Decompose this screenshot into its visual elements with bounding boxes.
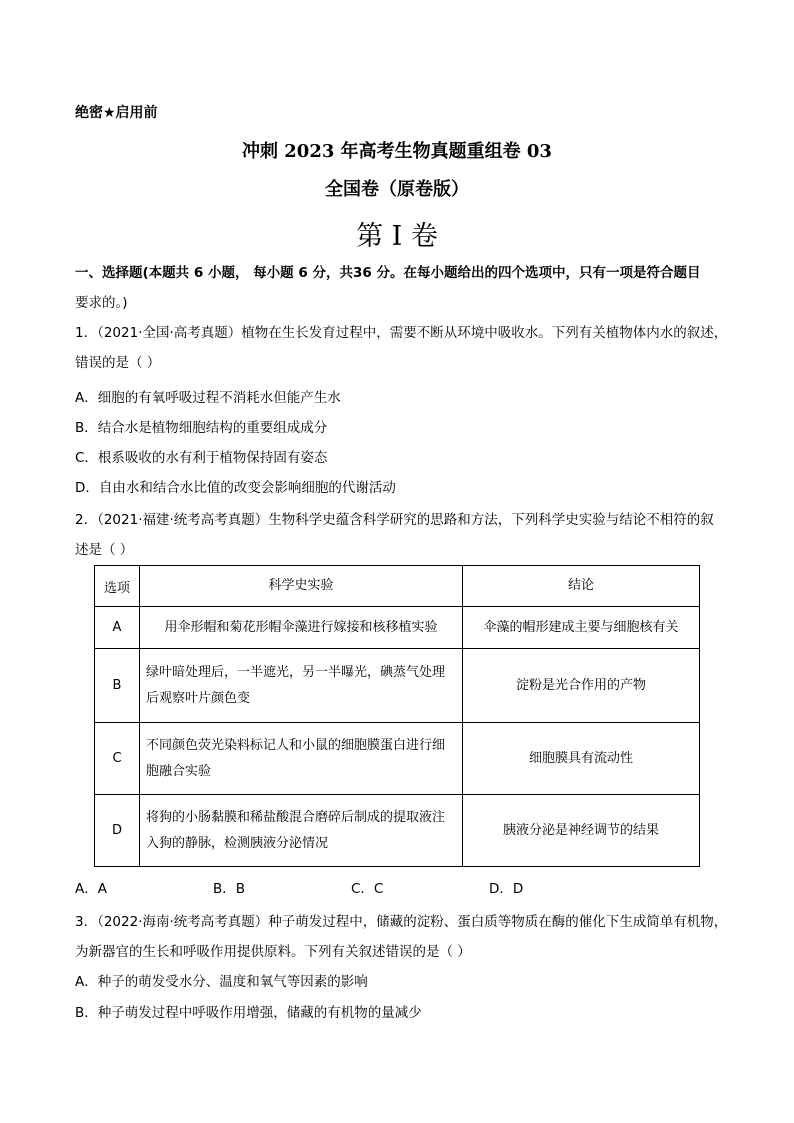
q1-option-d: D．自由水和结合水比值的改变会影响细胞的代谢活动 (75, 480, 396, 496)
q2-choice-b: B．B (213, 881, 246, 897)
q2-choice-a: A．A (75, 881, 107, 897)
header-conclusion: 结论 (463, 566, 700, 607)
q1-option-c: C．根系吸收的水有利于植物保持固有姿态 (75, 450, 328, 466)
q3-option-b: B．种子萌发过程中呼吸作用增强，储藏的有机物的量减少 (75, 1005, 422, 1021)
q2-stem-line1: 2．（2021·福建·统考高考真题）生物科学史蕴含科学研究的思路和方法，下列科学史实验与结论不相符的叙 (75, 512, 714, 528)
q3-stem-line2: 为新器官的生长和呼吸作用提供原料。下列有关叙述错误的是（ ） (75, 944, 471, 960)
table-row (95, 795, 700, 867)
row-option: B (95, 649, 140, 723)
row-option: A (95, 607, 140, 649)
row-option: C (95, 723, 140, 795)
paper-subtitle: 全国卷（原卷版） (325, 179, 469, 200)
q2-choice-c: C．C (351, 881, 384, 897)
part-heading: 第 I 卷 (356, 221, 438, 252)
q1-option-a: A．细胞的有氧呼吸过程不消耗水但能产生水 (75, 390, 341, 406)
table-row (95, 649, 700, 723)
q1-option-b: B．结合水是植物细胞结构的重要组成成分 (75, 420, 328, 436)
table-row (95, 723, 700, 795)
row-option: D (95, 795, 140, 867)
q2-choice-d: D．D (489, 881, 524, 897)
section-instruction-line1: 一、选择题(本题共 6 小题， 每小题 6 分，共36 分。在每小题给出的四个选项中，只有一项是符合题目 (75, 265, 701, 281)
table-header-row (95, 566, 700, 607)
row-experiment: 将狗的小肠黏膜和稀盐酸混合磨碎后制成的提取液注入狗的静脉，检测胰液分泌情况 (140, 795, 463, 867)
q3-option-a: A．种子的萌发受水分、温度和氧气等因素的影响 (75, 974, 368, 990)
table-row (95, 607, 700, 649)
q1-stem-line1: 1．（2021·全国·高考真题）植物在生长发育过程中，需要不断从环境中吸收水。下列有关植物体内水的叙述， (75, 325, 728, 341)
paper-title: 冲刺 2023 年高考生物真题重组卷 03 (242, 141, 552, 162)
header-experiment: 科学史实验 (140, 566, 463, 607)
header-option: 选项 (95, 566, 140, 607)
row-experiment: 绿叶暗处理后，一半遮光，另一半曝光，碘蒸气处理后观察叶片颜色变 (140, 649, 463, 723)
row-conclusion: 伞藻的帽形建成主要与细胞核有关 (463, 607, 700, 649)
row-conclusion: 胰液分泌是神经调节的结果 (463, 795, 700, 867)
q2-choices (75, 877, 715, 897)
row-experiment: 不同颜色荧光染料标记人和小鼠的细胞膜蛋白进行细胞融合实验 (140, 723, 463, 795)
section-instruction-line2: 要求的。) (75, 295, 128, 311)
science-history-table (94, 565, 700, 867)
q1-stem-line2: 错误的是（ ） (75, 355, 161, 371)
row-conclusion: 细胞膜具有流动性 (463, 723, 700, 795)
row-conclusion: 淀粉是光合作用的产物 (463, 649, 700, 723)
confidential-mark: 绝密★启用前 (75, 105, 158, 121)
q2-stem-line2: 述是（ ） (75, 542, 134, 558)
q3-stem-line1: 3．（2022·海南·统考高考真题）种子萌发过程中，储藏的淀粉、蛋白质等物质在酶的催化下生成简单有机物， (75, 914, 728, 930)
row-experiment: 用伞形帽和菊花形帽伞藻进行嫁接和核移植实验 (140, 607, 463, 649)
